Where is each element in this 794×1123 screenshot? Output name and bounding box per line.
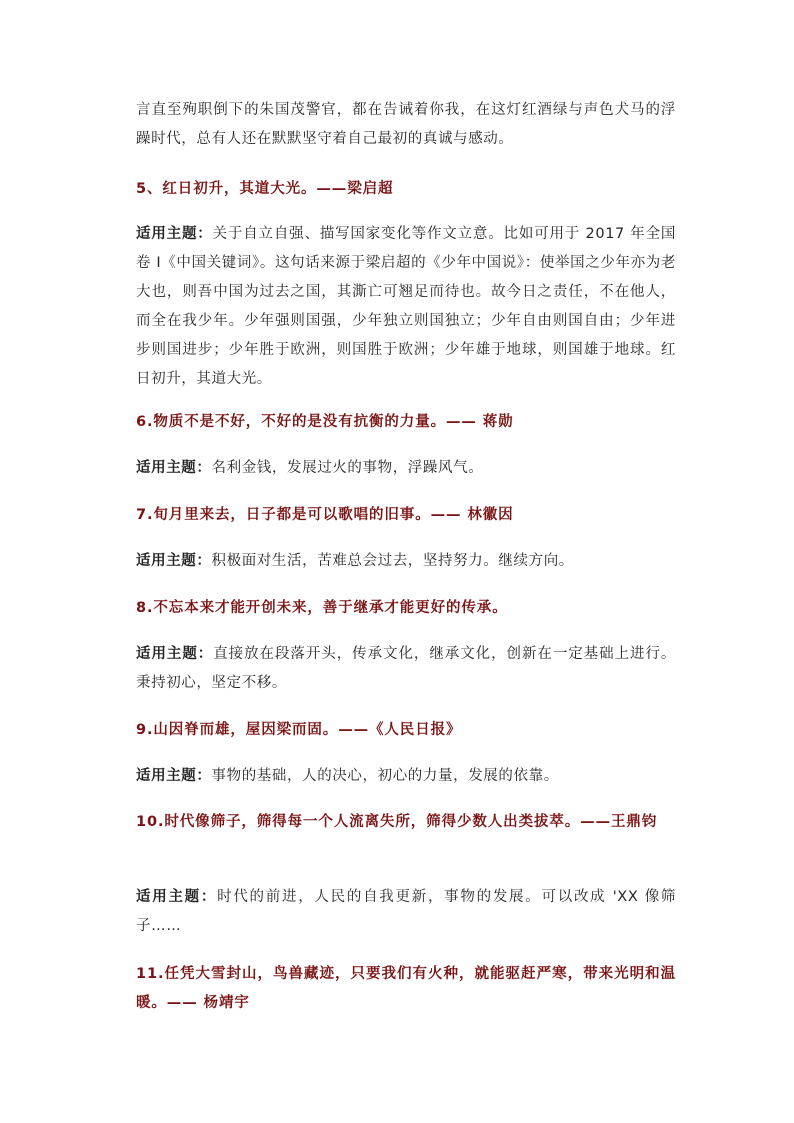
quote-heading-8: 8.不忘本来才能开创未来，善于继承才能更好的传承。 — [136, 600, 508, 616]
theme-text: 直接放在段落开头，传承文化，继承文化，创新在一定基础上进行。秉持初心，坚定不移。 — [136, 646, 677, 691]
theme-paragraph-8 — [136, 640, 676, 698]
theme-text: 关于自立自强、描写国家变化等作文立意。比如可用于 2017 年全国卷 I《中国关键词》。这句话来源于梁启超的《少年中国说》：使举国之少年亦为老大也，则吾中国为过去之国，其澌亡可翘足而待也。故今日之责任，不在他人，而全在我少年。少年强则国强，少年独立则国独立；少年自由则国自由；少年进步则国进步；少年胜于欧洲，则国胜于欧洲；少年雄于地球，则国雄于地球。红日初升，其道大光。 — [136, 226, 677, 387]
theme-paragraph-6 — [136, 454, 676, 483]
theme-label: 适用主题： — [136, 226, 213, 242]
quote-heading-11: 11.任凭大雪封山，鸟兽藏迹，只要我们有火种，就能驱赶严寒，带来光明和温暖。—— 杨靖宇 — [136, 966, 676, 1011]
theme-text: 名利金钱，发展过火的事物，浮躁风气。 — [211, 460, 484, 476]
theme-text: 时代的前进，人民的自我更新，事物的发展。可以改成 'XX 像筛子…… — [136, 889, 677, 934]
theme-label: 适用主题： — [136, 460, 212, 476]
intro-paragraph: 言直至殉职倒下的朱国茂警官，都在告诫着你我，在这灯红酒绿与声色犬马的浮躁时代，总有人还在默默坚守着自己最初的真诚与感动。 — [136, 102, 676, 147]
theme-label: 适用主题： — [136, 553, 212, 569]
quote-heading-10: 10.时代像筛子，筛得每一个人流离失所，筛得少数人出类拔萃。——王鼎钧 — [136, 814, 658, 830]
theme-label: 适用主题： — [136, 646, 214, 662]
theme-label: 适用主题： — [136, 768, 212, 784]
theme-label: 适用主题： — [136, 889, 218, 905]
theme-text: 事物的基础，人的决心，初心的力量，发展的依靠。 — [211, 768, 559, 784]
theme-text: 积极面对生活，苦难总会过去，坚持努力。继续方向。 — [211, 553, 574, 569]
theme-paragraph-10 — [136, 883, 676, 941]
theme-paragraph-5 — [136, 220, 676, 394]
theme-paragraph-9 — [136, 762, 676, 791]
quote-heading-5: 5、红日初升，其道大光。——梁启超 — [136, 181, 394, 197]
quote-heading-9: 9.山因脊而雄，屋因梁而固。——《人民日报》 — [136, 722, 462, 738]
quote-heading-6: 6.物质不是不好，不好的是没有抗衡的力量。—— 蒋勋 — [136, 414, 514, 430]
quote-heading-7: 7.旬月里来去，日子都是可以歌唱的旧事。—— 林徽因 — [136, 507, 514, 523]
theme-paragraph-7 — [136, 547, 676, 576]
